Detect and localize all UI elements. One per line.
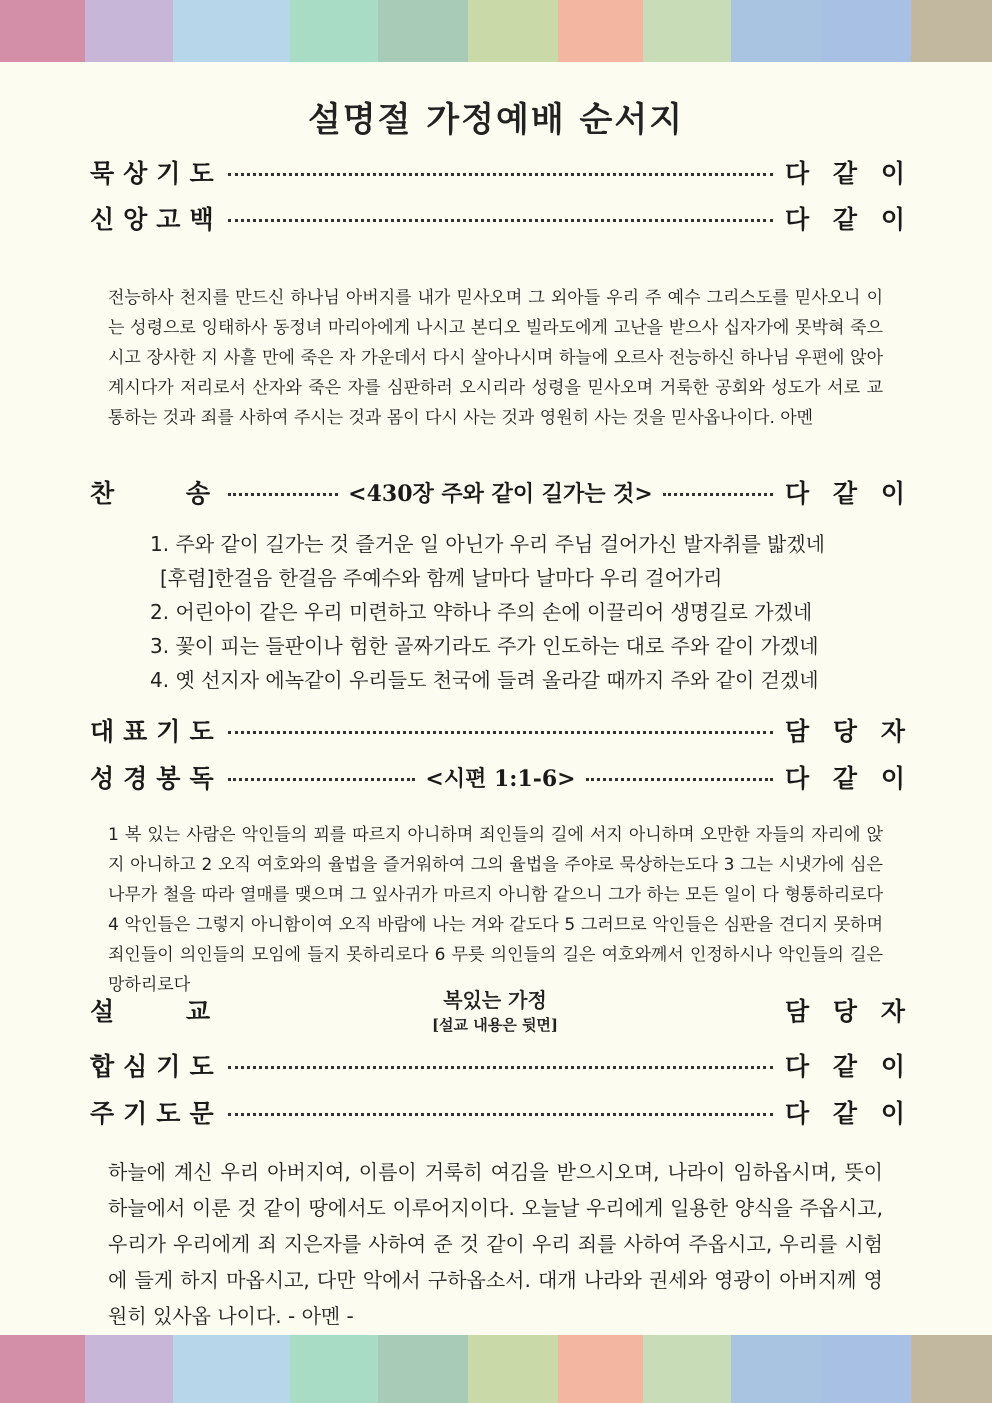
responder-char: 다 bbox=[785, 764, 810, 793]
responder-char: 다 bbox=[785, 1052, 810, 1081]
responder-char: 자 bbox=[880, 717, 905, 746]
band-segment bbox=[378, 1335, 468, 1403]
responder bbox=[785, 1094, 905, 1130]
responder-char: 같 bbox=[832, 205, 858, 234]
band-segment bbox=[558, 0, 643, 62]
band-segment bbox=[821, 0, 911, 62]
bottom-color-band bbox=[0, 1335, 992, 1403]
responder-char: 당 bbox=[832, 717, 858, 746]
scripture-reference: <시편 1:1-6> bbox=[425, 765, 576, 792]
responder-char: 이 bbox=[880, 479, 905, 508]
leader-dots bbox=[228, 1066, 773, 1069]
responder-char: 다 bbox=[785, 479, 810, 508]
responder-char: 같 bbox=[832, 1052, 858, 1081]
row-representative-prayer bbox=[90, 710, 905, 750]
hymn-lyrics bbox=[150, 527, 870, 697]
leader-dots bbox=[228, 778, 415, 781]
row-unison-prayer bbox=[90, 1045, 905, 1085]
row-label: 성경봉독 bbox=[90, 764, 223, 793]
paper-background bbox=[0, 62, 992, 1335]
hymn-title: <430장 주와 같이 길가는 것> bbox=[348, 480, 653, 507]
responder-char: 다 bbox=[785, 1099, 810, 1128]
responder-char: 다 bbox=[785, 159, 810, 188]
leader-dots bbox=[228, 731, 773, 734]
leader-dots bbox=[228, 1113, 773, 1116]
hymn-line: [후렴]한걸음 한걸음 주예수와 함께 날마다 날마다 우리 걸어가리 bbox=[160, 566, 723, 590]
band-segment bbox=[468, 1335, 558, 1403]
responder bbox=[785, 200, 905, 236]
hymn-line: 3. 꽃이 피는 들판이나 험한 골짜기라도 주가 인도하는 대로 주와 같이 가겠네 bbox=[150, 634, 819, 658]
row-scripture-reading bbox=[90, 757, 905, 797]
row-label bbox=[90, 992, 210, 1028]
row-lords-prayer bbox=[90, 1092, 905, 1132]
responder-char: 같 bbox=[832, 159, 858, 188]
band-segment bbox=[643, 0, 731, 62]
row-label-char: 송 bbox=[185, 479, 210, 508]
leader-dots bbox=[228, 219, 773, 222]
responder-char: 이 bbox=[880, 205, 905, 234]
row-label: 묵상기도 bbox=[90, 159, 223, 188]
responder-char: 자 bbox=[880, 997, 905, 1026]
responder bbox=[785, 712, 905, 748]
sermon-title: 복있는 가정 bbox=[443, 988, 547, 1012]
responder bbox=[785, 992, 905, 1028]
band-segment bbox=[731, 1335, 821, 1403]
row-hymn bbox=[90, 472, 905, 512]
responder-char: 이 bbox=[880, 159, 905, 188]
band-segment bbox=[731, 0, 821, 62]
band-segment bbox=[85, 1335, 173, 1403]
responder bbox=[785, 154, 905, 190]
row-middle bbox=[228, 477, 773, 508]
band-segment bbox=[468, 0, 558, 62]
band-segment bbox=[911, 0, 992, 62]
row-label bbox=[90, 474, 210, 510]
row-label: 대표기도 bbox=[90, 717, 223, 746]
band-segment bbox=[643, 1335, 731, 1403]
responder-char: 담 bbox=[785, 717, 810, 746]
responder-char: 같 bbox=[832, 764, 858, 793]
responder-char: 담 bbox=[785, 997, 810, 1026]
lords-prayer-text: 하늘에 계신 우리 아버지여, 이름이 거룩히 여김을 받으시오며, 나라이 임하옵시며, 뜻이 하늘에서 이룬 것 같이 땅에서도 이루어지이다. 오늘날 우리에게 일용한 양식을 주옵시고, 우리가 우리에게 죄 지은자를 사하여 준 것 같이 우리 죄를 사하여 주옵시고, 우리를 시험에 들게 하지 마옵시고, 다만 악에서 구하옵소서. 대개 나라와 권세와 영광이 아버지께 영원히 있사옵 나이다. - 아멘 - bbox=[108, 1160, 884, 1328]
responder-char: 이 bbox=[880, 1052, 905, 1081]
top-color-band bbox=[0, 0, 992, 62]
row-label: 합심기도 bbox=[90, 1052, 223, 1081]
hymn-line: 2. 어린아이 같은 우리 미련하고 약하나 주의 손에 이끌리어 생명길로 가겠네 bbox=[150, 600, 813, 624]
responder bbox=[785, 759, 905, 795]
row-label-char: 찬 bbox=[90, 479, 115, 508]
page-title: 설명절 가정예배 순서지 bbox=[307, 100, 685, 140]
band-segment bbox=[0, 1335, 85, 1403]
row-label-char: 교 bbox=[185, 997, 210, 1026]
responder bbox=[785, 474, 905, 510]
band-segment bbox=[290, 0, 378, 62]
row-creed bbox=[90, 198, 905, 238]
leader-dots bbox=[228, 493, 338, 496]
sermon-note: [설교 내용은 뒷면] bbox=[431, 1016, 559, 1034]
hymn-line: 1. 주와 같이 길가는 것 즐거운 일 아닌가 우리 주님 걸어가신 발자취를 밟겠네 bbox=[150, 532, 825, 556]
leader-dots bbox=[663, 493, 773, 496]
responder-char: 같 bbox=[832, 1099, 858, 1128]
band-segment bbox=[0, 0, 85, 62]
responder-char: 당 bbox=[832, 997, 858, 1026]
row-silent-prayer bbox=[90, 152, 905, 192]
band-segment bbox=[911, 1335, 992, 1403]
row-label: 주기도문 bbox=[90, 1099, 223, 1128]
responder-char: 다 bbox=[785, 205, 810, 234]
leader-dots bbox=[228, 173, 773, 176]
creed-text: 전능하사 천지를 만드신 하나님 아버지를 내가 믿사오며 그 외아들 우리 주 예수 그리스도를 믿사오니 이는 성령으로 잉태하사 동정녀 마리아에게 나시고 본디오 빌라도에게 고난을 받으사 십자가에 못박혀 죽으시고 장사한 지 사흘 만에 죽은 자 가운데서 다시 살아나시며 하늘에 오르사 전능하신 하나님 우편에 앉아 계시다가 저리로서 산자와 죽은 자를 심판하러 오시리라 성령을 믿사오며 거룩한 공회와 성도가 서로 교통하는 것과 죄를 사하여 주시는 것과 몸이 다시 사는 것과 영원히 사는 것을 믿사옵나이다. 아멘 bbox=[108, 288, 883, 428]
responder-char: 이 bbox=[880, 1099, 905, 1128]
band-segment bbox=[378, 0, 468, 62]
row-label-char: 설 bbox=[90, 997, 115, 1026]
band-segment bbox=[85, 0, 173, 62]
band-segment bbox=[558, 1335, 643, 1403]
band-segment bbox=[821, 1335, 911, 1403]
hymn-line: 4. 옛 선지자 에녹같이 우리들도 천국에 들려 올라갈 때까지 주와 같이 걷겠네 bbox=[150, 668, 819, 692]
leader-dots bbox=[586, 778, 773, 781]
scripture-text: 1 복 있는 사람은 악인들의 꾀를 따르지 아니하며 죄인들의 길에 서지 아니하며 오만한 자들의 자리에 앉지 아니하고 2 오직 여호와의 율법을 즐거워하여 그의 율법을 주야로 묵상하는도다 3 그는 시냇가에 심은 나무가 철을 따라 열매를 맺으며 그 잎사귀가 마르지 아니함 같으니 그가 하는 모든 일이 다 형통하리로다 4 악인들은 그렇지 아니함이여 오직 바람에 나는 겨와 같도다 5 그러므로 악인들은 심판을 견디지 못하며 죄인들이 의인들의 모임에 들지 못하리로다 6 무릇 의인들의 길은 여호와께서 인정하시나 악인들의 길은 망하리로다 bbox=[108, 825, 883, 995]
row-label: 신앙고백 bbox=[90, 205, 223, 234]
responder-char: 이 bbox=[880, 764, 905, 793]
band-segment bbox=[290, 1335, 378, 1403]
band-segment bbox=[173, 0, 290, 62]
row-middle bbox=[228, 762, 773, 793]
responder-char: 같 bbox=[832, 479, 858, 508]
responder bbox=[785, 1047, 905, 1083]
band-segment bbox=[173, 1335, 290, 1403]
